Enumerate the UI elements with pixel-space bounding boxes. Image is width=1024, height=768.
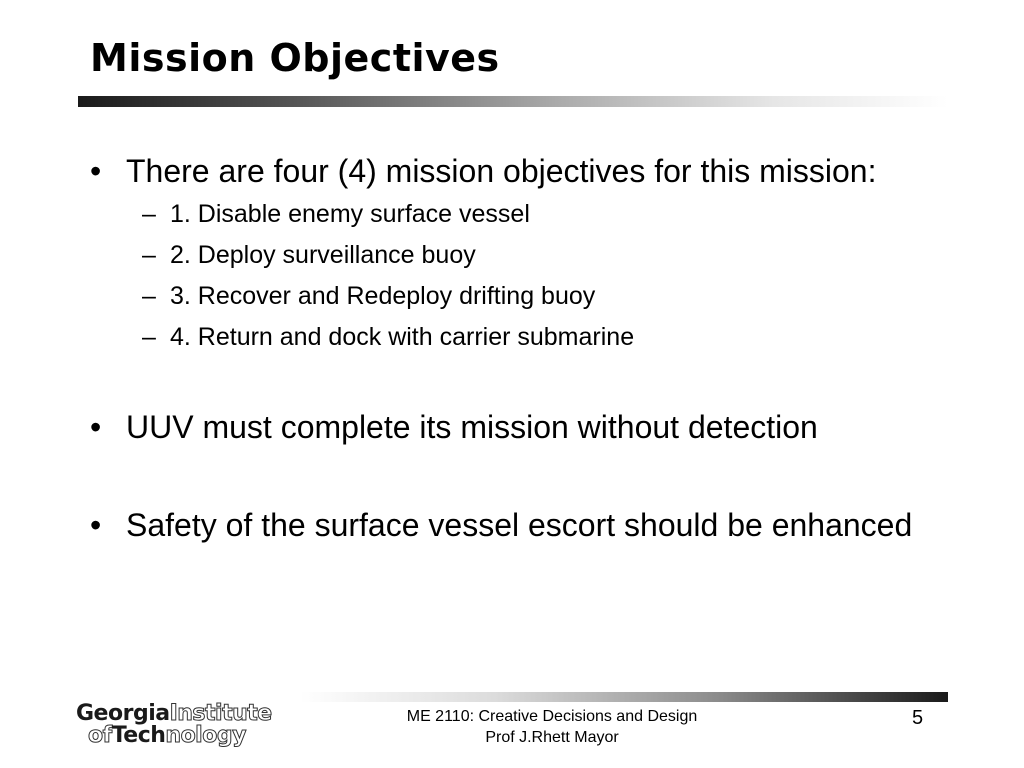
sub-bullet-dash: – — [142, 241, 156, 269]
bullet-item-uuv — [90, 406, 970, 448]
sub-bullet-text: 1. Disable enemy surface vessel — [170, 200, 530, 228]
footer-course-info — [380, 706, 724, 748]
bullet-item-safety — [90, 504, 970, 546]
page-number: 5 — [912, 707, 924, 729]
logo-line-1 — [76, 703, 306, 725]
sub-bullet-text: 4. Return and dock with carrier submarine — [170, 323, 635, 351]
logo-word-tech: Tech — [111, 723, 166, 748]
logo-line-2 — [88, 725, 306, 747]
bullet-dot: • — [90, 409, 102, 445]
bullet-dot: • — [90, 507, 102, 543]
bullet-dot: • — [90, 153, 102, 189]
sub-bullet-item — [126, 235, 970, 276]
sub-bullet-dash: – — [142, 282, 156, 310]
bullet-text: UUV must complete its mission without detection — [126, 409, 818, 445]
sub-bullet-item — [126, 194, 970, 235]
sub-bullet-list — [126, 194, 970, 358]
sub-bullet-item — [126, 276, 970, 317]
sub-bullet-dash: – — [142, 323, 156, 351]
sub-bullet-text: 2. Deploy surveillance buoy — [170, 241, 476, 269]
logo-word-of: of — [88, 723, 112, 748]
logo-word-institute: Institute — [169, 701, 272, 726]
bullet-text: Safety of the surface vessel escort should be enhanced — [126, 507, 913, 543]
sub-bullet-item — [126, 317, 970, 358]
bullet-list — [90, 150, 970, 546]
slide-title: Mission Objectives — [90, 36, 500, 80]
footer-gradient-rule — [300, 692, 948, 702]
sub-bullet-text: 3. Recover and Redeploy drifting buoy — [170, 282, 596, 310]
title-gradient-rule — [78, 96, 948, 107]
footer-course: ME 2110: Creative Decisions and Design — [406, 708, 698, 725]
logo-word-georgia: Georgia — [76, 701, 170, 726]
sub-bullet-dash: – — [142, 200, 156, 228]
bullet-text: There are four (4) mission objectives for this mission: — [126, 153, 877, 189]
bullet-item-objectives — [90, 150, 970, 358]
logo-word-nology: nology — [165, 723, 246, 748]
georgia-tech-logo — [76, 703, 306, 753]
footer-professor: Prof J.Rhett Mayor — [485, 729, 619, 746]
